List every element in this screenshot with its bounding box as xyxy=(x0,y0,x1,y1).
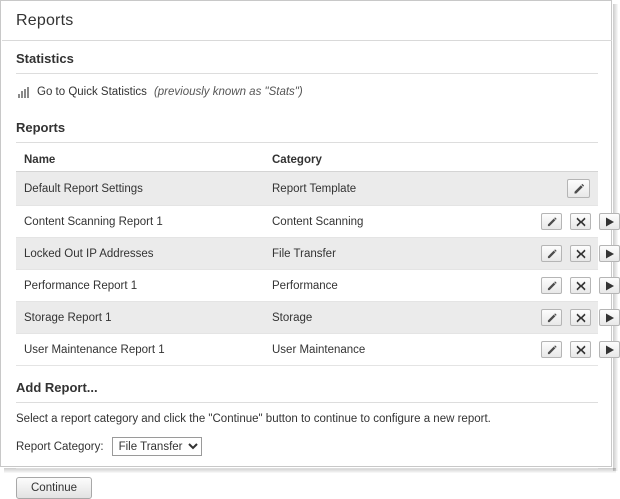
run-report-button[interactable] xyxy=(599,213,620,230)
add-report-description: Select a report category and click the "Continue" button to continue to configure a new report. xyxy=(16,413,491,425)
add-report-section xyxy=(2,366,612,499)
reports-table xyxy=(16,149,598,366)
delete-report-button[interactable] xyxy=(570,213,591,230)
cell-category: Performance xyxy=(264,270,528,302)
page-content xyxy=(2,2,612,494)
reports-divider xyxy=(16,142,598,143)
cell-name: Default Report Settings xyxy=(16,172,264,206)
cell-category: Report Template xyxy=(264,172,528,206)
cell-category: User Maintenance xyxy=(264,334,528,366)
table-row[interactable] xyxy=(16,172,598,206)
continue-button[interactable]: Continue xyxy=(16,477,92,499)
table-header-row xyxy=(16,149,598,172)
delete-report-button[interactable] xyxy=(570,309,591,326)
cell-name: Content Scanning Report 1 xyxy=(16,206,264,238)
quick-statistics-note: (previously known as "Stats") xyxy=(153,86,303,98)
cell-category: Content Scanning xyxy=(264,206,528,238)
table-row[interactable] xyxy=(16,302,598,334)
edit-report-button[interactable] xyxy=(541,213,562,230)
cell-actions xyxy=(528,270,598,302)
report-category-label: Report Category: xyxy=(16,440,104,453)
table-row[interactable] xyxy=(16,206,598,238)
edit-report-button[interactable] xyxy=(541,341,562,358)
statistics-divider xyxy=(16,73,598,74)
cell-name: Storage Report 1 xyxy=(16,302,264,334)
column-header-actions xyxy=(528,149,598,172)
delete-report-button[interactable] xyxy=(570,277,591,294)
cell-actions xyxy=(528,238,598,270)
table-row[interactable] xyxy=(16,270,598,302)
cell-name: User Maintenance Report 1 xyxy=(16,334,264,366)
report-category-row xyxy=(16,437,598,468)
run-report-button[interactable] xyxy=(599,245,620,262)
page-title: Reports xyxy=(16,12,74,29)
cell-name: Locked Out IP Addresses xyxy=(16,238,264,270)
reports-heading: Reports xyxy=(16,120,66,135)
add-report-bottom-divider xyxy=(16,468,598,469)
cell-actions xyxy=(528,206,598,238)
cell-name: Performance Report 1 xyxy=(16,270,264,302)
edit-report-button[interactable] xyxy=(541,245,562,262)
window-shadow-right xyxy=(613,4,618,471)
run-report-button[interactable] xyxy=(599,277,620,294)
delete-report-button[interactable] xyxy=(570,341,591,358)
reports-section xyxy=(2,110,612,366)
quick-statistics-link[interactable]: Go to Quick Statistics xyxy=(37,86,147,98)
bar-chart-icon xyxy=(18,87,31,98)
cell-actions xyxy=(528,172,598,206)
delete-report-button[interactable] xyxy=(570,245,591,262)
column-header-category: Category xyxy=(264,149,528,172)
cell-actions xyxy=(528,334,598,366)
cell-actions xyxy=(528,302,598,334)
cell-category: File Transfer xyxy=(264,238,528,270)
edit-report-button[interactable] xyxy=(567,179,590,198)
run-report-button[interactable] xyxy=(599,341,620,358)
statistics-heading: Statistics xyxy=(16,51,74,66)
quick-statistics-row xyxy=(16,80,598,110)
add-report-heading: Add Report... xyxy=(16,380,98,395)
statistics-section xyxy=(2,41,612,110)
table-row[interactable] xyxy=(16,238,598,270)
edit-report-button[interactable] xyxy=(541,309,562,326)
add-report-divider xyxy=(16,402,598,403)
report-category-select[interactable] xyxy=(112,437,202,456)
run-report-button[interactable] xyxy=(599,309,620,326)
edit-report-button[interactable] xyxy=(541,277,562,294)
reports-table-body xyxy=(16,172,598,366)
cell-category: Storage xyxy=(264,302,528,334)
column-header-name: Name xyxy=(16,149,264,172)
table-row[interactable] xyxy=(16,334,598,366)
